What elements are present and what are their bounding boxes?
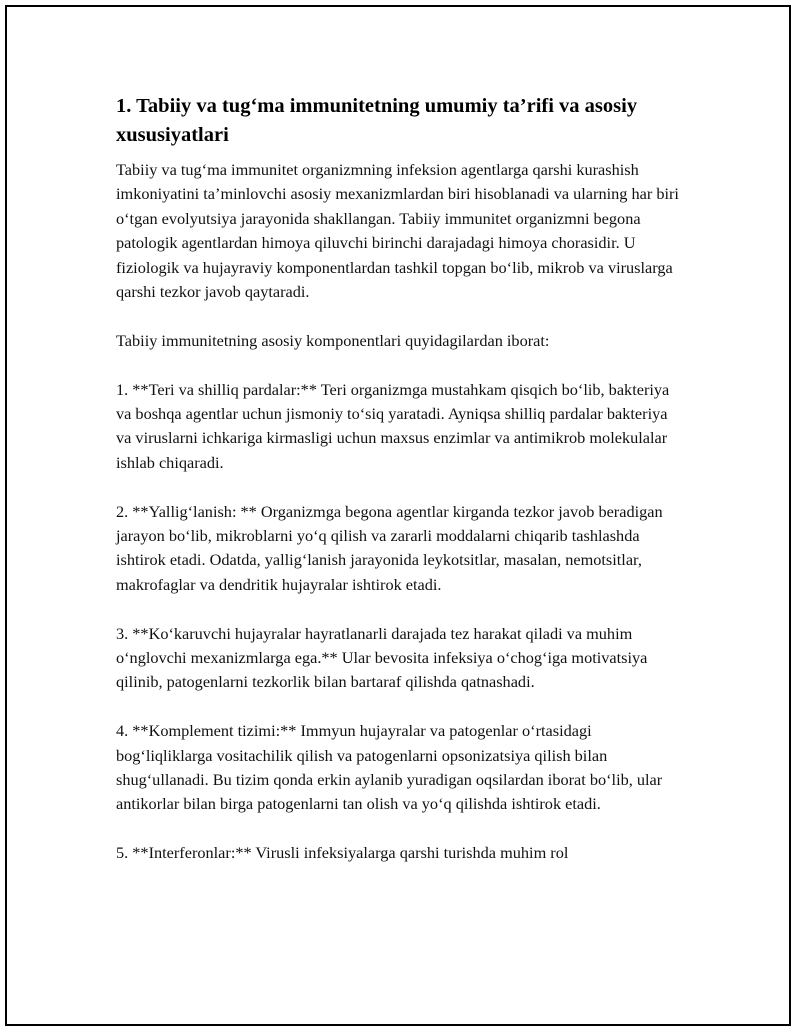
list-item-cells: 3. **Ko‘karuvchi hujayralar hayratlanarli darajada tez harakat qiladi va muhim o‘nglovchi mexanizmlarga ega.** Ular bevosita infeksiya o‘chog‘iga motivatsiya qilinib, patogenlarni tezkorlik bilan bartaraf qilishda qatnashadi. <box>116 623 648 692</box>
document-body <box>116 92 686 890</box>
list-item-complement: 4. **Komplement tizimi:** Immyun hujayralar va patogenlar o‘rtasidagi bog‘liqliklarga vositachilik qilish va patogenlarni opsonizatsiya qilish bilan shug‘ullanadi. Bu tizim qonda erkin aylanib yuradigan oqsilardan iborat bo‘lib, ular antikorlar bilan birga patogenlarni tan olish va yo‘q qilishda ishtirok etadi. <box>116 721 663 814</box>
components-lead-paragraph: Tabiiy immunitetning asosiy komponentlari quyidagilardan iborat: <box>116 330 550 350</box>
intro-paragraph: Tabiiy va tug‘ma immunitet organizmning infeksion agentlarga qarshi kurashish imkoniyatini ta’minlovchi asosiy mexanizmlardan biri hisoblanadi va ularning har biri o‘tgan evolyutsiya jarayonida shakllangan. Tabiiy immunitet organizmni begona patologik agentlardan himoya qiluvchi birinchi darajadagi himoya chorasidir. U fiziologik va hujayraviy komponentlardan tashkil topgan bo‘lib, mikrob va viruslarga qarshi tezkor javob qaytaradi. <box>116 160 679 302</box>
section-heading: 1. Tabiiy va tug‘ma immunitetning umumiy ta’rifi va asosiy xususiyatlari <box>116 95 638 146</box>
list-item-inflammation: 2. **Yallig‘lanish: ** Organizmga begona agentlar kirganda tezkor javob beradigan jarayon bo‘lib, mikroblarni yo‘q qilish va zararli moddalarni chiqarib tashlashda ishtirok etadi. Odatda, yallig‘lanish jarayonida leykotsitlar, masalan, nemotsitlar, makrofaglar va dendritik hujayralar ishtirok etadi. <box>116 501 663 594</box>
list-item-interferons: 5. **Interferonlar:** Virusli infeksiyalarga qarshi turishda muhim rol <box>116 843 569 863</box>
list-item-skin-mucosa: 1. **Teri va shilliq pardalar:** Teri organizmga mustahkam qisqich bo‘lib, bakteriya va boshqa agentlar uchun jismoniy to‘siq yaratadi. Ayniqsa shilliq pardalar bakteriya va viruslarni ichkariga kirmasligi uchun maxsus enzimlar va antimikrob molekulalar ishlab chiqaradi. <box>116 379 670 472</box>
